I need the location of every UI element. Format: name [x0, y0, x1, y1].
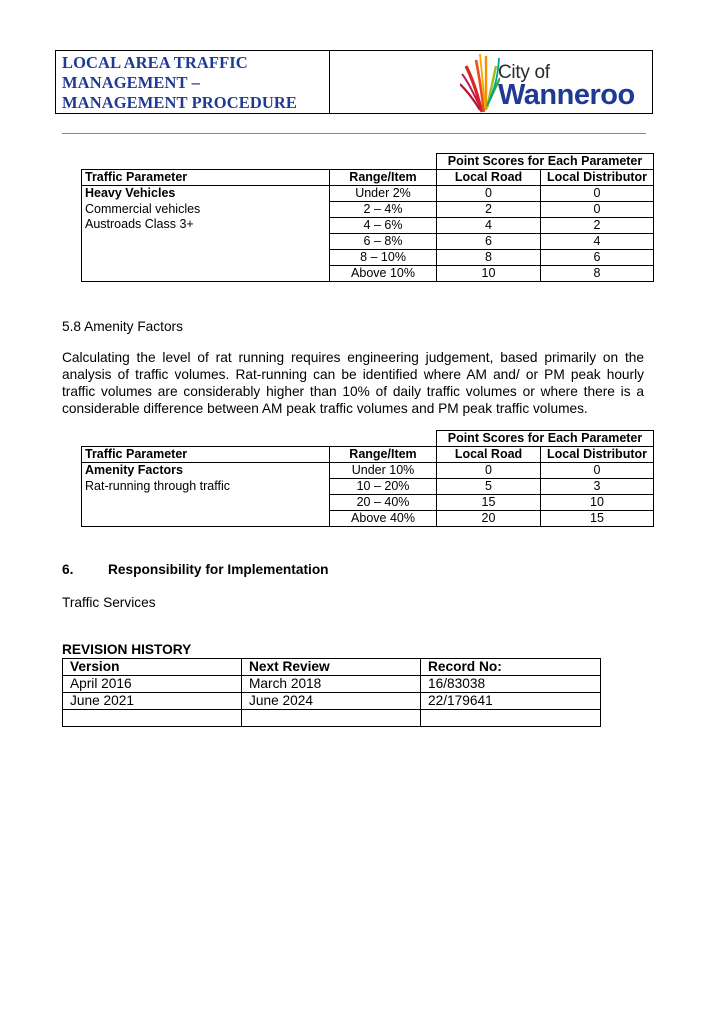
local-distributor-cell: 0 [541, 186, 654, 202]
local-road-cell: 0 [437, 463, 541, 479]
local-distributor-cell: 0 [541, 202, 654, 218]
local-road-cell: 20 [437, 511, 541, 527]
local-road-cell: 5 [437, 479, 541, 495]
table-row [63, 693, 601, 710]
local-distributor-cell: 4 [541, 234, 654, 250]
city-of-wanneroo-logo-icon [460, 52, 500, 114]
logo-wanneroo-text: Wanneroo [498, 79, 635, 111]
range-cell: 6 – 8% [330, 234, 437, 250]
group-header: Point Scores for Each Parameter [437, 154, 654, 170]
local-road-cell: 6 [437, 234, 541, 250]
table-header-row [82, 170, 654, 186]
range-cell: 2 – 4% [330, 202, 437, 218]
title-line-1: LOCAL AREA TRAFFIC [62, 53, 248, 72]
section-6-heading: Responsibility for Implementation [108, 562, 329, 577]
title-line-3: MANAGEMENT PROCEDURE [62, 93, 297, 112]
version-cell: April 2016 [63, 676, 242, 693]
record-no-cell: 22/179641 [421, 693, 601, 710]
local-road-cell: 4 [437, 218, 541, 234]
column-header: Record No: [421, 659, 601, 676]
table-header-row [63, 659, 601, 676]
table-row [82, 463, 654, 479]
next-review-cell [242, 710, 421, 727]
section-6-number: 6. [62, 562, 74, 577]
column-header: Local Road [437, 170, 541, 186]
table-group-header-row [82, 431, 654, 447]
next-review-cell: March 2018 [242, 676, 421, 693]
section-6-body: Traffic Services [62, 595, 156, 610]
local-distributor-cell: 3 [541, 479, 654, 495]
range-cell: 10 – 20% [330, 479, 437, 495]
column-header: Next Review [242, 659, 421, 676]
range-cell: Above 10% [330, 266, 437, 282]
range-cell: Under 10% [330, 463, 437, 479]
table-row [63, 676, 601, 693]
record-no-cell [421, 710, 601, 727]
parameter-line: Commercial vehicles [85, 201, 201, 216]
column-header: Traffic Parameter [82, 170, 330, 186]
revision-history-table [62, 658, 601, 727]
table-header-row [82, 447, 654, 463]
parameter-title: Amenity Factors [85, 463, 183, 477]
local-distributor-cell: 8 [541, 266, 654, 282]
column-header: Local Distributor [541, 447, 654, 463]
section-5-8-paragraph: Calculating the level of rat running requires engineering judgement, based primarily on the analysis of traffic volumes. Rat-running can be identified where AM and/ or PM peak hourly traffic volumes are considerably higher than 10% of daily traffic volumes or where there is a considerable difference between AM peak traffic volumes and PM peak traffic volumes. [62, 350, 644, 416]
amenity-factors-score-table [81, 430, 654, 527]
local-road-cell: 0 [437, 186, 541, 202]
document-title [62, 53, 297, 113]
table-row [82, 186, 654, 202]
range-cell: Above 40% [330, 511, 437, 527]
version-cell: June 2021 [63, 693, 242, 710]
range-cell: 8 – 10% [330, 250, 437, 266]
local-distributor-cell: 2 [541, 218, 654, 234]
section-heading-5-8: 5.8 Amenity Factors [62, 319, 183, 334]
group-header: Point Scores for Each Parameter [437, 431, 654, 447]
heavy-vehicles-score-table [81, 153, 654, 282]
range-cell: 20 – 40% [330, 495, 437, 511]
local-road-cell: 15 [437, 495, 541, 511]
traffic-parameter-cell [82, 186, 330, 282]
range-cell: 4 – 6% [330, 218, 437, 234]
local-distributor-cell: 0 [541, 463, 654, 479]
column-header: Version [63, 659, 242, 676]
next-review-cell: June 2024 [242, 693, 421, 710]
title-line-2: MANAGEMENT – [62, 73, 200, 92]
table-group-header-row [82, 154, 654, 170]
local-road-cell: 2 [437, 202, 541, 218]
local-distributor-cell: 15 [541, 511, 654, 527]
local-distributor-cell: 6 [541, 250, 654, 266]
header-divider [62, 133, 646, 134]
local-distributor-cell: 10 [541, 495, 654, 511]
local-road-cell: 10 [437, 266, 541, 282]
logo-city-of-text: City of [498, 62, 550, 83]
revision-history-heading: REVISION HISTORY [62, 642, 192, 657]
column-header: Range/Item [330, 447, 437, 463]
column-header: Local Road [437, 447, 541, 463]
column-header: Local Distributor [541, 170, 654, 186]
parameter-title: Heavy Vehicles [85, 186, 176, 200]
header-title-cell [56, 51, 330, 113]
local-road-cell: 8 [437, 250, 541, 266]
version-cell [63, 710, 242, 727]
range-cell: Under 2% [330, 186, 437, 202]
table-row [63, 710, 601, 727]
parameter-line: Rat-running through traffic [85, 478, 230, 493]
parameter-line: Austroads Class 3+ [85, 217, 194, 231]
traffic-parameter-cell [82, 463, 330, 527]
column-header: Range/Item [330, 170, 437, 186]
record-no-cell: 16/83038 [421, 676, 601, 693]
column-header: Traffic Parameter [82, 447, 330, 463]
